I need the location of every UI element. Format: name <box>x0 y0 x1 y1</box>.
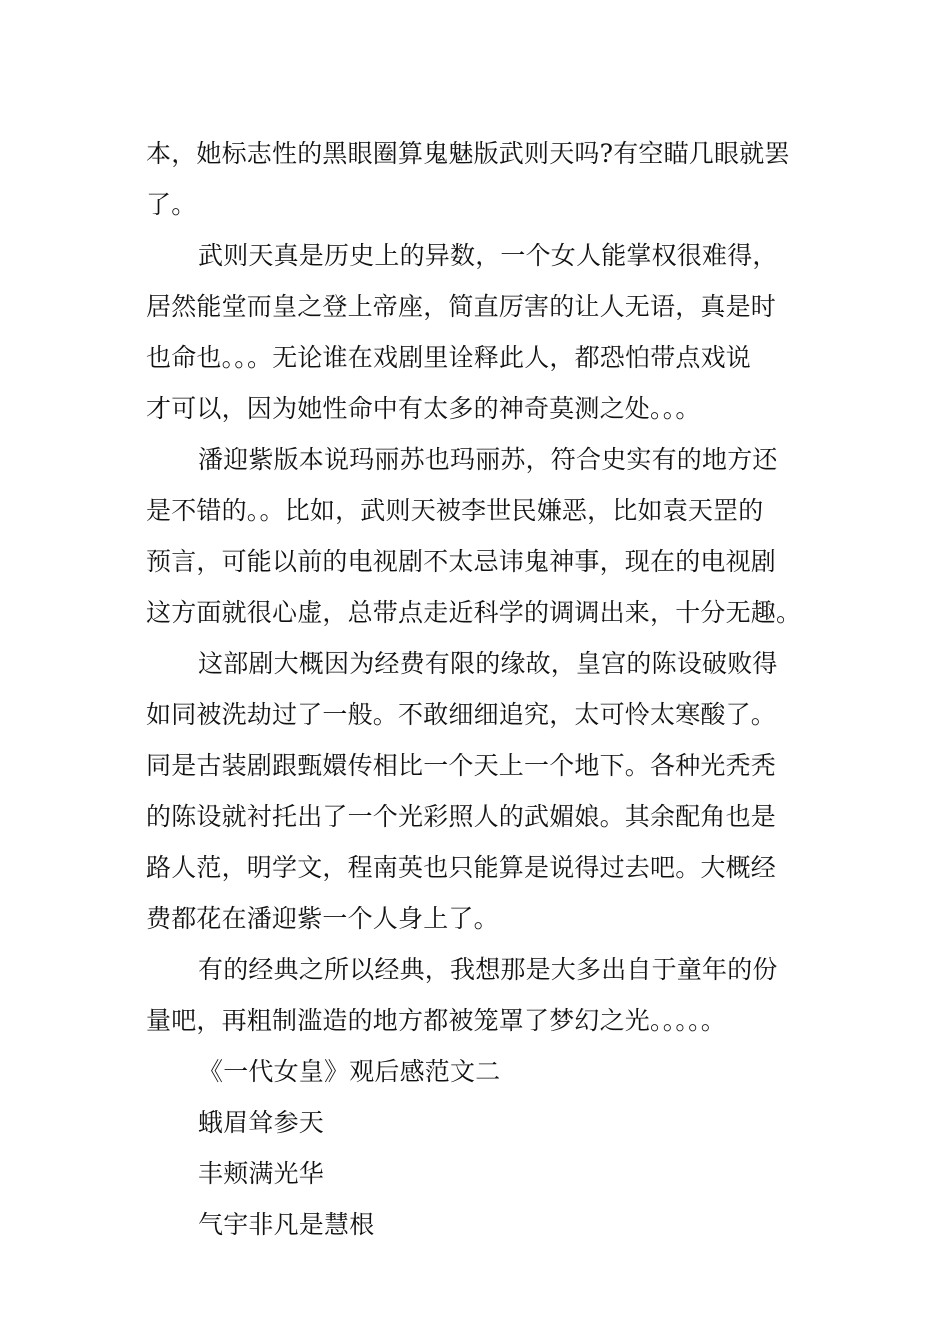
text-line: 有的经典之所以经典，我想那是大多出自于童年的份 <box>198 955 778 984</box>
text-line: 本，她标志性的黑眼圈算鬼魅版武则天吗?有空瞄几眼就罢 <box>146 139 790 168</box>
text-line: 同是古装剧跟甄嬛传相比一个天上一个地下。各种光秃秃 <box>146 751 777 780</box>
text-line: 预言，可能以前的电视剧不太忌讳鬼神事，现在的电视剧 <box>146 547 777 576</box>
text-line: 才可以，因为她性命中有太多的神奇莫测之处。。。 <box>146 394 701 423</box>
heading-text: 《一代女皇》观后感范文二 <box>198 1057 501 1086</box>
text-line: 的陈设就衬托出了一个光彩照人的武媚娘。其余配角也是 <box>146 802 777 831</box>
text-line: 这部剧大概因为经费有限的缘故，皇宫的陈设破败得 <box>198 649 778 678</box>
text-line: 这方面就很心虚，总带点走近科学的调调出来，十分无趣。 <box>146 598 802 627</box>
text-line: 是不错的。。比如，武则天被李世民嫌恶，比如袁天罡的 <box>146 496 764 525</box>
document-body <box>146 128 810 1250</box>
section-heading <box>146 1046 810 1097</box>
text-line: 量吧，再粗制滥造的地方都被笼罩了梦幻之光。。。。。 <box>146 1006 727 1035</box>
paragraph-continued <box>146 128 810 230</box>
text-line: 潘迎紫版本说玛丽苏也玛丽苏，符合史实有的地方还 <box>198 445 778 474</box>
text-line: 武则天真是历史上的异数，一个女人能掌权很难得， <box>198 241 778 270</box>
text-line: 气宇非凡是慧根 <box>198 1210 375 1239</box>
text-line: 如同被洗劫过了一般。不敢细细追究，太可怜太寒酸了。 <box>146 700 777 729</box>
paragraph-classic <box>146 944 810 1046</box>
text-line: 丰颊满光华 <box>198 1159 325 1188</box>
text-line: 蛾眉耸参天 <box>198 1108 325 1137</box>
paragraph-wu-zetian <box>146 230 810 434</box>
text-line: 了。 <box>146 190 197 219</box>
text-line: 路人范，明学文，程南英也只能算是说得过去吧。大概经 <box>146 853 777 882</box>
poem-line <box>146 1097 810 1148</box>
text-line: 也命也。。。无论谁在戏剧里诠释此人，都恐怕带点戏说 <box>146 343 752 372</box>
poem-line <box>146 1199 810 1250</box>
text-line: 费都花在潘迎紫一个人身上了。 <box>146 904 499 933</box>
poem-line <box>146 1148 810 1199</box>
text-line: 居然能堂而皇之登上帝座，简直厉害的让人无语，真是时 <box>146 292 777 321</box>
paragraph-pan-yingzi <box>146 434 810 638</box>
paragraph-budget <box>146 638 810 944</box>
